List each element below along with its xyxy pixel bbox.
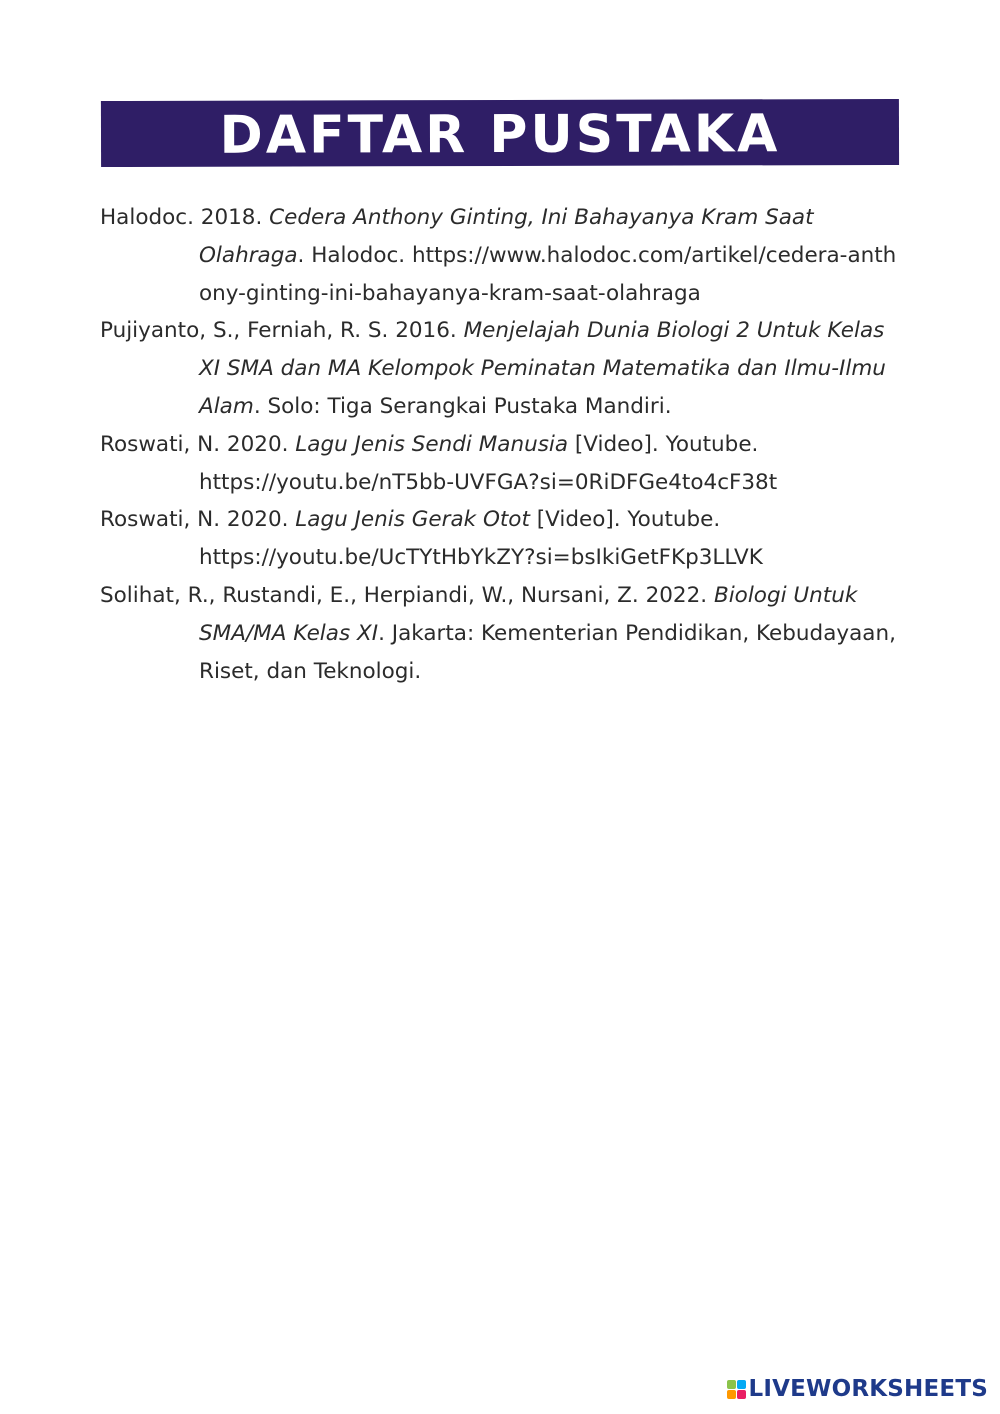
reference-item [100,577,905,690]
reference-item [100,501,905,577]
reference-title: Menjelajah Dunia Biologi 2 Untuk Kelas XI SMA dan MA Kelompok Peminatan Matematika dan Ilmu-Ilmu Alam [199,318,886,419]
liveworksheets-logo-icon [727,1380,746,1399]
reference-item [100,199,905,312]
reference-suffix: [Video]. Youtube. https://youtu.be/nT5bb-UVFGA?si=0RiDFGe4to4cF38t [199,431,778,495]
reference-suffix: [Video]. Youtube. https://youtu.be/UcTYtHbYkZY?si=bsIkiGetFKp3LLVK [199,507,763,571]
reference-list [100,199,905,690]
reference-item [100,312,905,425]
reference-title: Cedera Anthony Ginting, Ini Bahayanya Kram Saat Olahraga [199,205,814,268]
reference-title: Lagu Jenis Gerak Otot [295,507,530,533]
liveworksheets-watermark[interactable] [727,1378,988,1401]
title-banner [101,99,899,167]
reference-prefix: Pujiyanto, S., Ferniah, R. S. 2016. [100,318,464,344]
reference-item [100,426,905,502]
reference-prefix: Halodoc. 2018. [100,205,270,230]
reference-title: Biologi Untuk SMA/MA Kelas XI [199,582,858,646]
brand-name: LIVEWORKSHEETS [748,1376,988,1402]
reference-prefix: Roswati, N. 2020. [100,431,296,457]
reference-suffix: . Jakarta: Kementerian Pendidikan, Kebudayaan, Riset, dan Teknologi. [199,620,896,684]
reference-prefix: Roswati, N. 2020. [100,507,296,533]
reference-suffix: . Halodoc. https://www.halodoc.com/artikel/cedera-anthony-ginting-ini-bahayanya-kram-saat-olahraga [199,242,897,306]
reference-suffix: . Solo: Tiga Serangkai Pustaka Mandiri. [253,393,672,419]
reference-prefix: Solihat, R., Rustandi, E., Herpiandi, W., Nursani, Z. 2022. [100,582,714,608]
page-title: DAFTAR PUSTAKA [219,104,781,166]
reference-title: Lagu Jenis Sendi Manusia [295,431,569,457]
